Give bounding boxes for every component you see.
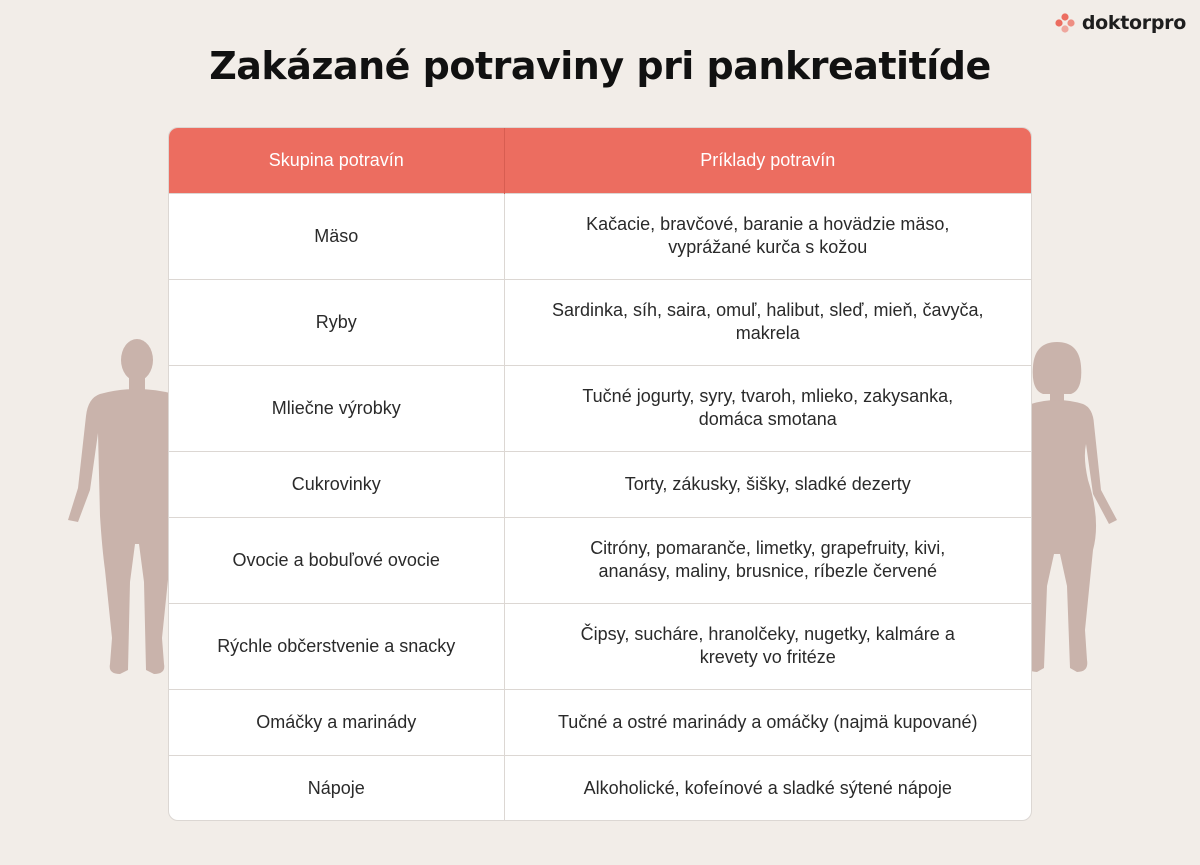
table-row (169, 603, 1031, 689)
table-row (169, 755, 1031, 821)
table-row (169, 451, 1031, 517)
food-examples-cell: Tučné jogurty, syry, tvaroh, mlieko, zakysanka, domáca smotana (504, 365, 1031, 451)
table-row (169, 279, 1031, 365)
food-examples-cell: Kačacie, bravčové, baranie a hovädzie mäso, vyprážané kurča s kožou (504, 193, 1031, 279)
table-row (169, 517, 1031, 603)
table-row (169, 689, 1031, 755)
food-group-cell: Ovocie a bobuľové ovocie (169, 517, 504, 603)
table-header-row (169, 128, 1031, 193)
food-group-cell: Nápoje (169, 755, 504, 821)
food-examples-cell: Sardinka, síh, saira, omuľ, halibut, sleď, mieň, čavyča, makrela (504, 279, 1031, 365)
food-examples-cell: Torty, zákusky, šišky, sladké dezerty (504, 451, 1031, 517)
food-examples-cell: Čipsy, sucháre, hranolčeky, nugetky, kalmáre a krevety vo fritéze (504, 603, 1031, 689)
food-group-cell: Mäso (169, 193, 504, 279)
header-food-examples: Príklady potravín (504, 128, 1031, 193)
food-examples-cell: Citróny, pomaranče, limetky, grapefruity, kivi, ananásy, maliny, brusnice, ríbezle červené (504, 517, 1031, 603)
page-title: Zakázané potraviny pri pankreatitíde (209, 44, 991, 88)
food-group-cell: Cukrovinky (169, 451, 504, 517)
food-group-cell: Mliečne výrobky (169, 365, 504, 451)
header-food-group: Skupina potravín (169, 128, 504, 193)
table-row (169, 193, 1031, 279)
forbidden-foods-table (168, 127, 1032, 821)
food-examples-cell: Alkoholické, kofeínové a sladké sýtené nápoje (504, 755, 1031, 821)
food-group-cell: Omáčky a marinády (169, 689, 504, 755)
brand-name: doktorpro (1081, 12, 1186, 34)
food-group-cell: Ryby (169, 279, 504, 365)
food-group-cell: Rýchle občerstvenie a snacky (169, 603, 504, 689)
food-examples-cell: Tučné a ostré marinády a omáčky (najmä kupované) (504, 689, 1031, 755)
table-row (169, 365, 1031, 451)
doktorpro-logo-icon (1054, 12, 1076, 34)
brand-logo[interactable] (1054, 12, 1186, 34)
